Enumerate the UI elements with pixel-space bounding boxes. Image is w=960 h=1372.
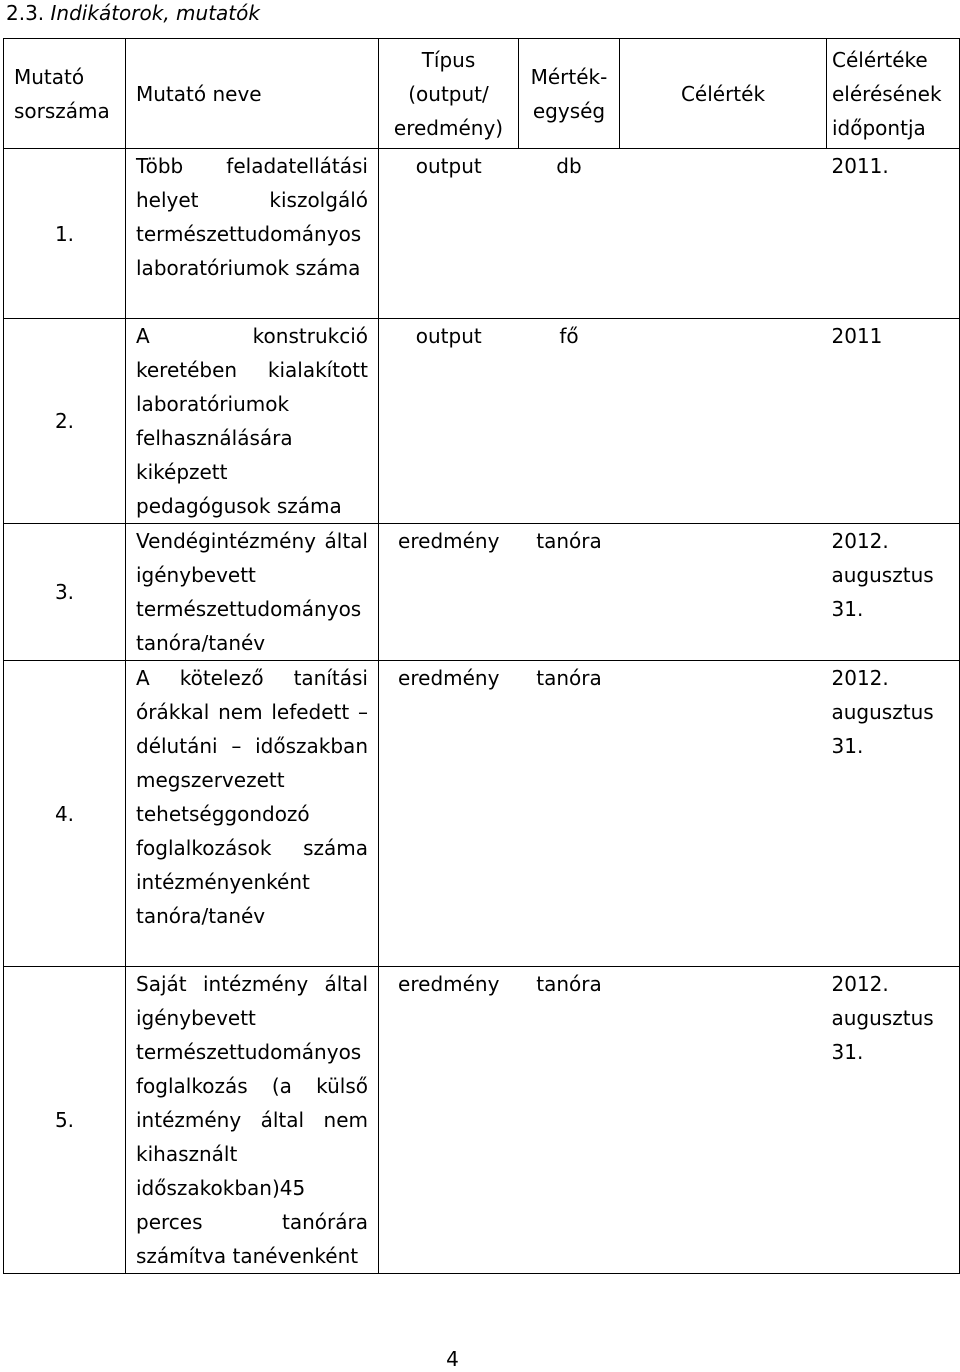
section-number: 2.3. xyxy=(6,1,45,25)
row-type: output xyxy=(379,319,519,524)
row-unit: db xyxy=(519,149,620,319)
row-deadline: 2012. augusztus 31. xyxy=(827,967,960,1274)
row-number: 3. xyxy=(4,524,126,661)
row-indicator-name: Vendégintézmény által igénybevett természettudományos tanóra/tanév xyxy=(126,524,379,661)
header-target-value: Célérték xyxy=(620,39,827,149)
row-indicator-name: A konstrukció keretében kialakított laboratóriumok felhasználására kiképzett pedagógusok száma xyxy=(126,319,379,524)
row-type: output xyxy=(379,149,519,319)
page-number: 4 xyxy=(446,1347,459,1371)
header-type: Típus (output/ eredmény) xyxy=(379,39,519,149)
row-type: eredmény xyxy=(379,661,519,967)
row-target-value xyxy=(620,319,827,524)
row-number: 2. xyxy=(4,319,126,524)
header-indicator-name: Mutató neve xyxy=(126,39,379,149)
row-indicator-name: A kötelező tanítási órákkal nem lefedett – délutáni – időszakban megszervezett tehetséggondozó foglalkozások száma intézményenként tanóra/tanév xyxy=(126,661,379,967)
row-unit: tanóra xyxy=(519,524,620,661)
row-number: 4. xyxy=(4,661,126,967)
row-unit: tanóra xyxy=(519,661,620,967)
row-indicator-name: Több feladatellátási helyet kiszolgáló természettudományos laboratóriumok száma xyxy=(126,149,379,319)
row-indicator-name: Saját intézmény által igénybevett természettudományos foglalkozás (a külső intézmény által nem kihasznált időszakokban)45 perces tanórára számítva tanévenként xyxy=(126,967,379,1274)
row-deadline: 2011 xyxy=(827,319,960,524)
table-row xyxy=(4,524,960,661)
header-indicator-number: Mutató sorszáma xyxy=(4,39,126,149)
header-unit: Mérték- egység xyxy=(519,39,620,149)
section-heading xyxy=(6,0,260,26)
table-row xyxy=(4,661,960,967)
row-target-value xyxy=(620,661,827,967)
table-row xyxy=(4,149,960,319)
table-row xyxy=(4,319,960,524)
table-row xyxy=(4,967,960,1274)
row-target-value xyxy=(620,149,827,319)
row-number: 1. xyxy=(4,149,126,319)
row-number: 5. xyxy=(4,967,126,1274)
row-deadline: 2011. xyxy=(827,149,960,319)
row-target-value xyxy=(620,524,827,661)
row-deadline: 2012. augusztus 31. xyxy=(827,661,960,967)
row-type: eredmény xyxy=(379,967,519,1274)
header-target-deadline: Célértéke elérésének időpontja xyxy=(827,39,960,149)
row-unit: tanóra xyxy=(519,967,620,1274)
table-header-row xyxy=(4,39,960,149)
row-deadline: 2012. augusztus 31. xyxy=(827,524,960,661)
row-type: eredmény xyxy=(379,524,519,661)
row-target-value xyxy=(620,967,827,1274)
indicators-table xyxy=(3,38,960,1274)
section-title: Indikátorok, mutatók xyxy=(50,1,260,25)
row-unit: fő xyxy=(519,319,620,524)
